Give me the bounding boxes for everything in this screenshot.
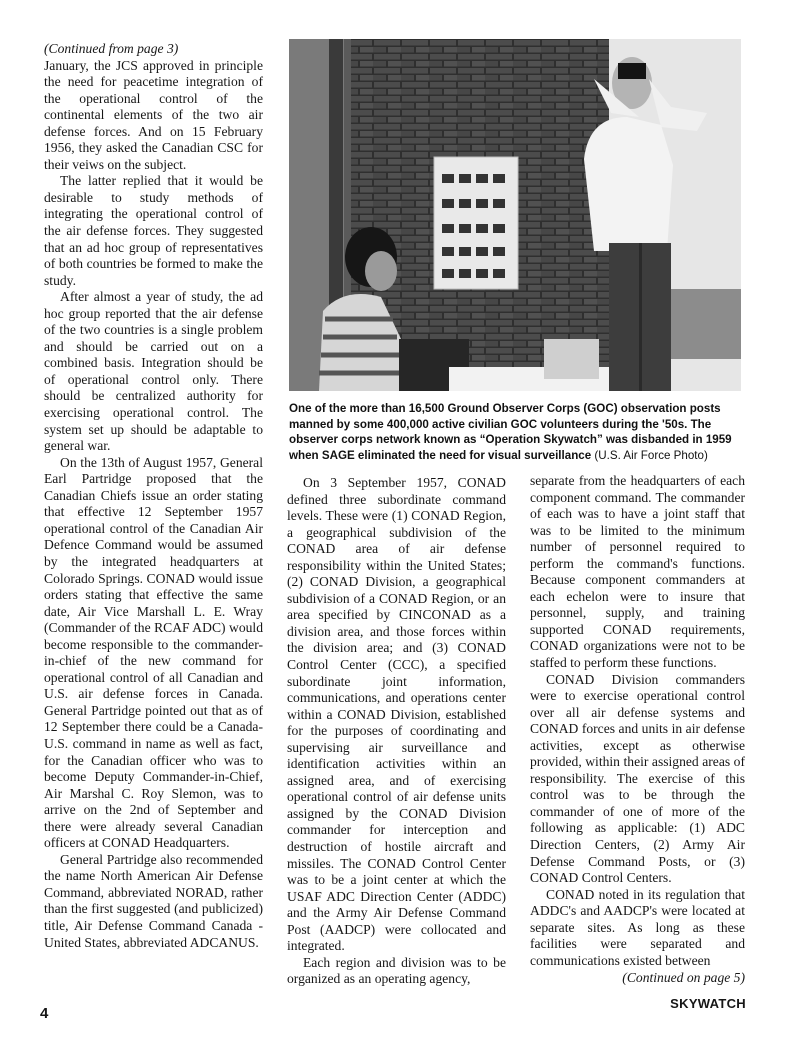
photo-illustration [289,39,741,391]
photo-caption [289,401,745,463]
column3-paragraph-1: separate from the headquarters of each component command. The commander of each was to have a joint staff that was to be limited to the minimum number of personnel required to perform the command's functions. Because component commanders at each echelon were to insure that personnel, supply, and training supported CONAD requirements, CONAD organizations were not to be staffed to perform these functions. [530,473,745,671]
page-number: 4 [40,1005,49,1022]
column1-paragraph-3: After almost a year of study, the ad hoc group reported that the air defense of the two countries is a single problem and should be carried out on a combined basis. Integration should be of operational control only. There should be centralized authority for exercising operational control. The system set up should be adaptable to general war. [44,289,263,454]
column3-paragraph-3: CONAD noted in its regulation that ADDC's and AADCP's were located at separate sites. As long as these facilities were separated and communications existed between [530,886,745,968]
continued-on-note: (Continued on page 5) [622,970,745,986]
column1-paragraph-1: January, the JCS approved in principle the need for peacetime integration of the operational control of the continental elements of the two air defense forces. And on 15 February 1956, they asked the Canadian CSC for their veiws on the subject. [44,57,263,172]
column2-paragraph-2: Each region and division was to be organized as an operating agency, [287,954,506,987]
publication-name: SKYWATCH [670,996,746,1011]
column3-paragraph-2: CONAD Division commanders were to exercise operational control over all air defense systems and CONAD forces and units in air defense activities, except as otherwise provided, within their assigned areas of responsibility. The exercise of this control was to be through the commander of one of more of the following as applicable: (1) ADC Direction Centers, (2) Army Air Defense Command Posts, or (3) CONAD Control Centers. [530,671,745,886]
caption-text: One of the more than 16,500 Ground Observer Corps (GOC) observation posts manned by some 400,000 active civilian GOC volunteers during the '50s. The observer corps network known as “Operation Skywatch” was disbanded in 1959 when SAGE eliminated the need for visual surveillance [289,402,732,462]
column2-paragraph-1: On 3 September 1957, CONAD defined three subordinate command levels. These were (1) CONAD Region, a geographical subdivision of the CONAD area of air defense responsibility within the United States; (2) CONAD Division, a geographical subdivision of a CONAD Region, or an area specified by CINCONAD as a division area, and those forces within the division area; and (3) CONAD Control Center (CCC), a specified subordinate joint information, communications, and operations center within a CONAD Division, established for the purposes of coordinating and supervising air surveillance and identification activities within an assigned area, and of exercising operational control of air defense units assigned by the CONAD Division commander for interception and destruction of hostile aircraft and missiles. The CONAD Control Center was to be a joint center at which the USAF ADC Direction Center (ADDC) and the Army Air Defense Command Post (AADCP) were collocated and integrated. [287,475,506,954]
continued-from-note: (Continued from page 3) [44,41,179,56]
column1-paragraph-4: On the 13th of August 1957, General Earl Partridge proposed that the Canadian Chiefs issue an order stating that effective 12 September 1957 operational control of the Canadian Air Defence Command would be assumed by the integrated headquarters at Colorado Springs. CONAD would issue orders stating that effective the same date, Air Vice Marshall L. E. Wray (Commander of the RCAF ADC) would become responsible to the commander-in-chief of the new command for operational control of all Canadian and U.S. air defense forces in Canada. General Partridge pointed out that as of 12 September there could be a Canada-U.S. command in name as well as fact, for the Canadian officer who was to become Deputy Commander-in-Chief, Air Marshal C. Roy Slemon, was to arrive on the 2nd of September and there were already several Canadian officers at CONAD Headquarters. [44,454,263,851]
column1-paragraph-2: The latter replied that it would be desirable to study methods of integrating the operational control of the air defense forces. They suggested that an ad hoc group of representatives of both countries be formed to make the study. [44,173,263,288]
goc-observation-post-photo [289,39,741,391]
column1-paragraph-5: General Partridge also recommended the name North American Air Defense Command, abbreviated NORAD, rather than the first suggested (and publicized) title, Air Defense Command Canada - United States, abbreviated ADCANUS. [44,851,263,950]
photo-credit: (U.S. Air Force Photo) [594,448,708,462]
article-column-1 [44,41,263,951]
article-column-3 [530,473,745,987]
article-column-2 [287,475,506,988]
